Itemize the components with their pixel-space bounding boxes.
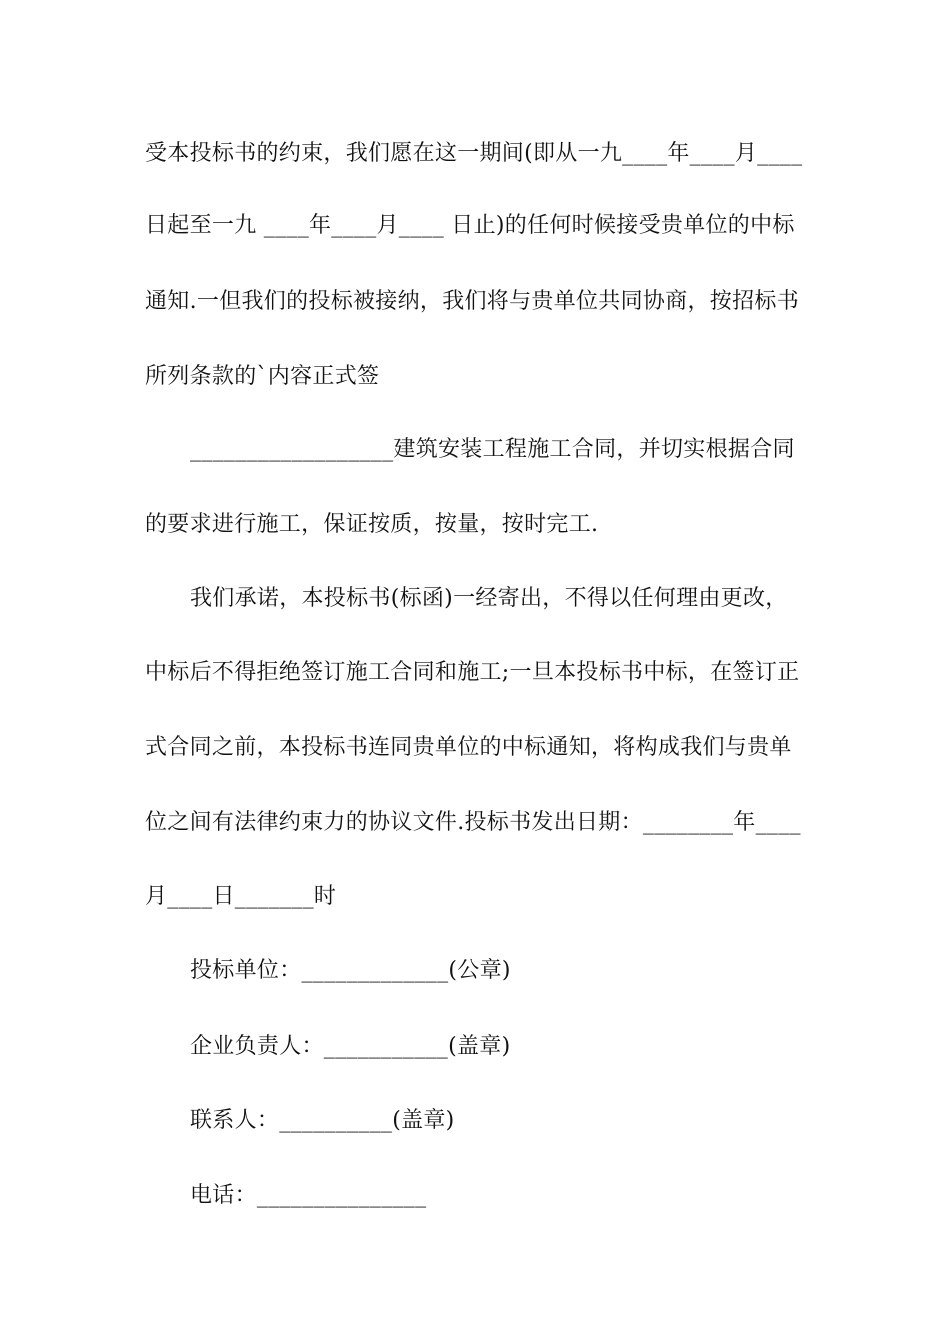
paragraph-line-5: __________________建筑安装工程施工合同，并切实根据合同	[190, 437, 795, 462]
paragraph-line-6: 的要求进行施工，保证按质，按量，按时完工.	[145, 512, 599, 537]
paragraph-line-9: 式合同之前，本投标书连同贵单位的中标通知，将构成我们与贵单	[145, 735, 792, 760]
paragraph-line-10: 位之间有法律约束力的协议文件.投标书发出日期：________年____	[145, 810, 801, 835]
bidder-field: 投标单位：_____________(公章)	[190, 958, 511, 983]
paragraph-line-2: 日起至一九 ____年____月____ 日止)的任何时候接受贵单位的中标	[145, 213, 795, 238]
paragraph-line-1: 受本投标书的约束，我们愿在这一期间(即从一九____年____月____	[145, 141, 803, 166]
paragraph-line-8: 中标后不得拒绝签订施工合同和施工;一旦本投标书中标，在签订正	[145, 660, 800, 685]
paragraph-line-11: 月____日_______时	[145, 884, 337, 909]
contact-field: 联系人：__________(盖章)	[190, 1108, 455, 1133]
paragraph-line-4: 所列条款的`内容正式签	[145, 364, 380, 389]
paragraph-line-7: 我们承诺，本投标书(标函)一经寄出，不得以任何理由更改，	[190, 586, 788, 611]
phone-field: 电话：_______________	[190, 1183, 427, 1208]
paragraph-line-3: 通知.一但我们的投标被接纳，我们将与贵单位共同协商，按招标书	[145, 289, 799, 314]
manager-field: 企业负责人：___________(盖章)	[190, 1034, 511, 1059]
